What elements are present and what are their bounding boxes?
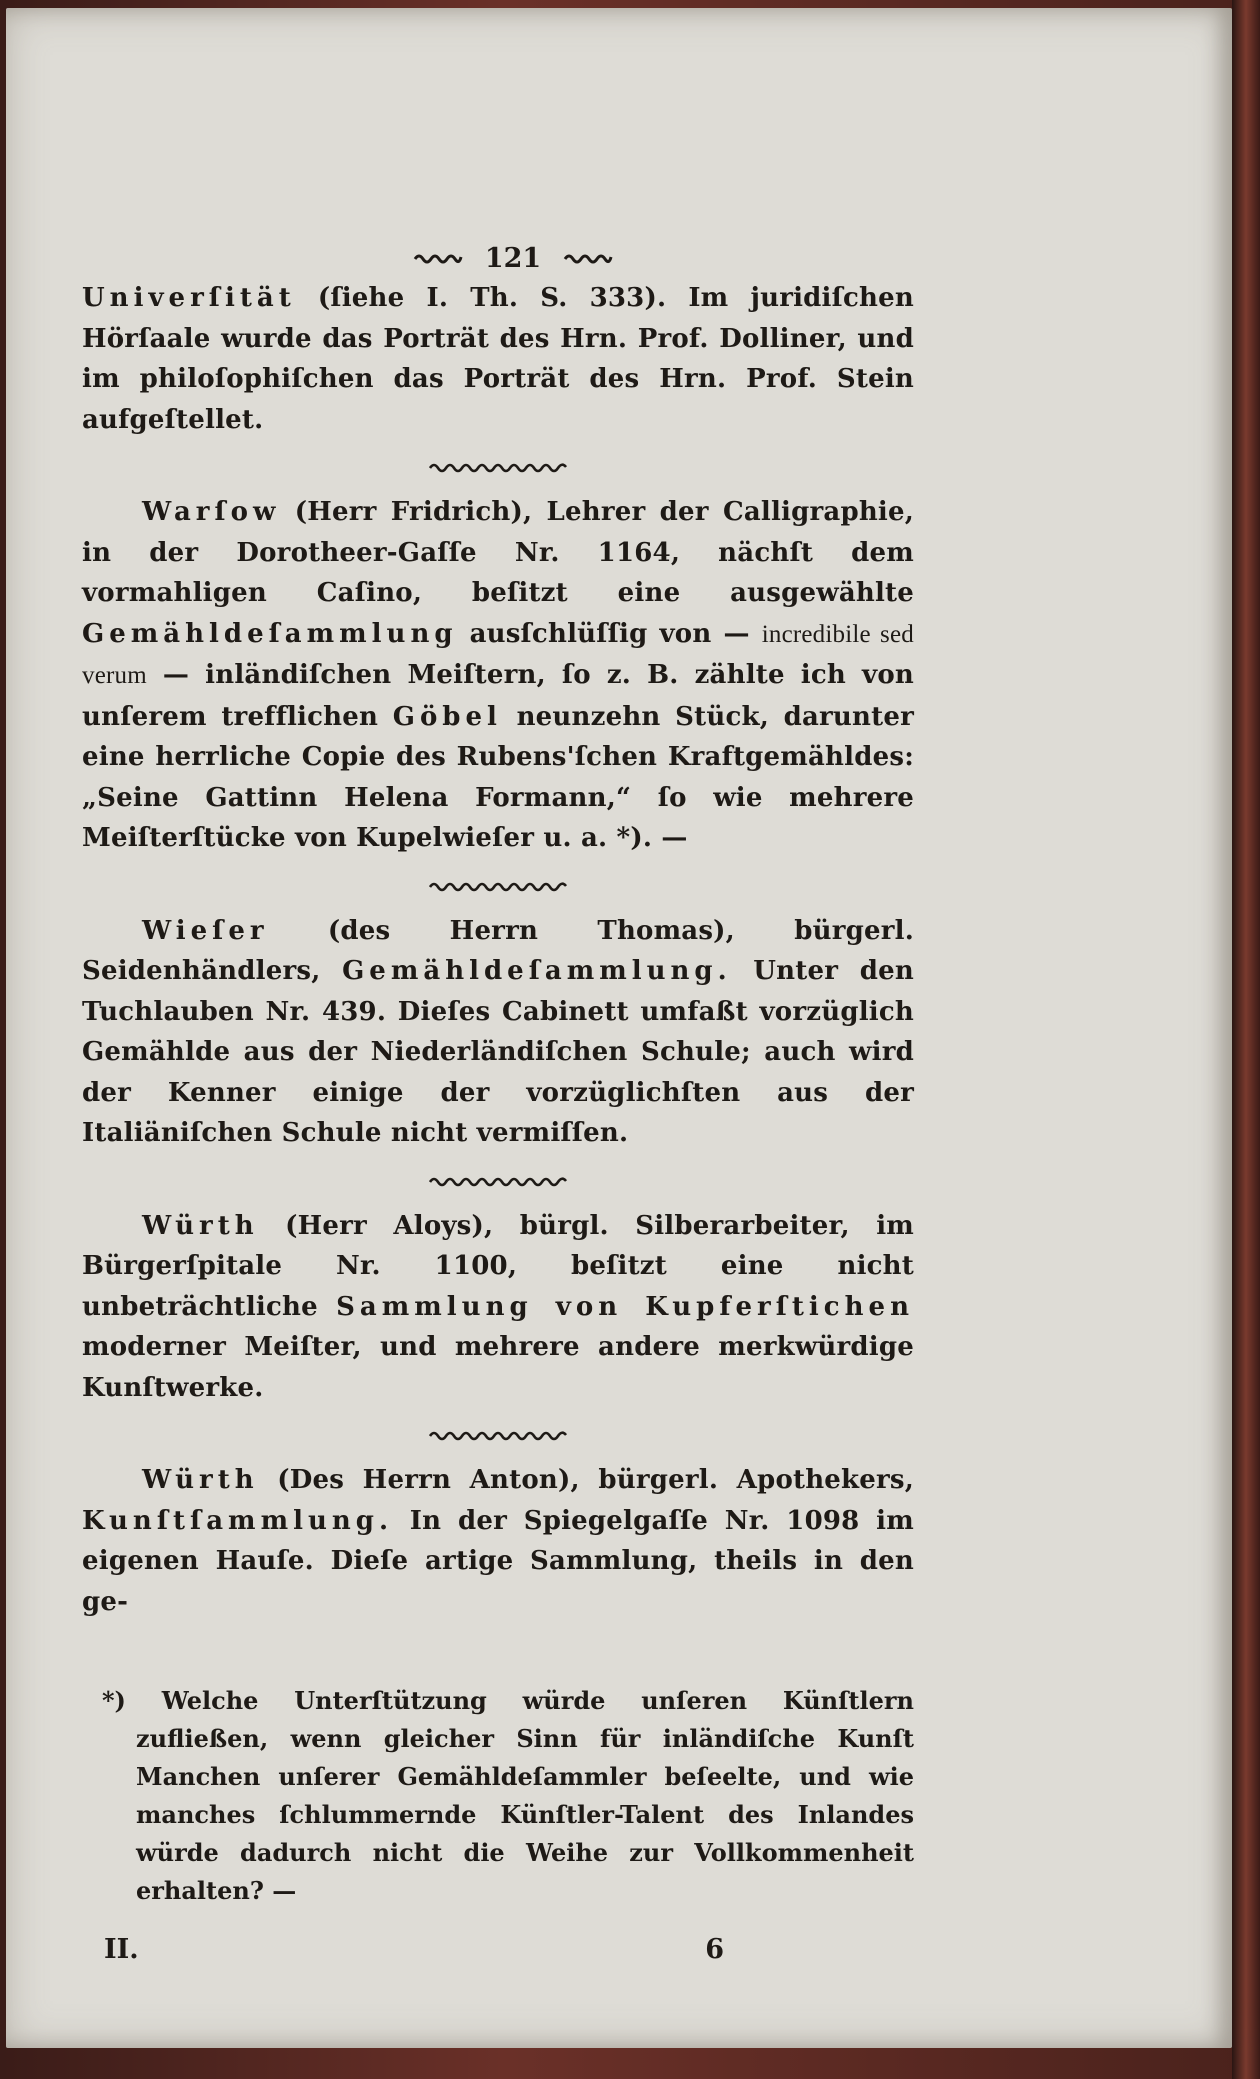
entry-universitaet	[82, 278, 914, 440]
entry-text: In der Spiegelgaſſe Nr. 1098 im eigenen Hauſe. Dieſe artige Sammlung, theils in den ge-	[82, 1505, 914, 1617]
wave-divider	[428, 460, 568, 474]
page-footer	[104, 1934, 724, 1965]
book-binding-edge	[1232, 0, 1260, 2079]
page-content	[82, 238, 914, 1965]
entry-text: (des Herrn Thomas), bürgerl. Seidenhändlers,	[82, 915, 914, 986]
entry-text: (Des Herrn Anton), bürgerl. Apothekers,	[277, 1465, 914, 1495]
section-divider	[82, 448, 914, 486]
spaced-term: Gemähldeſammlung	[82, 618, 458, 649]
entry-lead: Warſow	[142, 497, 281, 527]
wave-divider	[428, 1174, 568, 1188]
section-divider	[82, 1162, 914, 1200]
entry-warsow	[82, 492, 914, 859]
entry-lead: Würth	[142, 1210, 259, 1241]
section-divider	[82, 1416, 914, 1454]
page-header	[112, 238, 914, 278]
spaced-term: Kunſtſammlung.	[82, 1505, 393, 1536]
spaced-term: Sammlung von Kupferſtichen	[336, 1291, 914, 1322]
page-number: 121	[484, 242, 542, 274]
entry-text: ausſchlüſſig von —	[469, 618, 750, 649]
entry-text: neunzehn Stück, darunter eine herrliche Copie des Rubens'ſchen Kraftgemähldes: „Seine Gattinn Helena Formann,“ ſo wie mehrere Meiſterſtücke von Kupelwieſer u. a. *). —	[82, 701, 914, 853]
signature-mark: 6	[705, 1934, 724, 1965]
entry-text: — inländiſchen Meiſtern, ſo z. B. zählte ich von unſerem trefflichen	[82, 660, 914, 732]
entry-text: (Herr Fridrich), Lehrer der Calligraphie, in der Dorotheer-Gaſſe Nr. 1164, nächſt dem vormahligen Caſino, beſitzt eine ausgewählte	[82, 497, 914, 608]
entry-text: moderner Meiſter, und mehrere andere merkwürdige Kunſtwerke.	[82, 1332, 914, 1403]
wave-ornament-left	[413, 251, 463, 265]
latin-phrase: incredibile sed verum	[82, 620, 914, 689]
entry-text: (Herr Aloys), bürgl. Silberarbeiter, im Bürgerſpitale Nr. 1100, beſitzt eine nicht unbeträchtliche	[82, 1210, 914, 1322]
footnote: *) Welche Unterſtützung würde unſeren Künſtlern zufließen, wenn gleicher Sinn für inländiſche Kunſt Manchen unſerer Gemähldeſammler beſeelte, und wie manches ſchlummernde Künſtler-Talent des Inlandes würde dadurch nicht die Weihe zur Vollkommenheit erhalten? —	[102, 1686, 914, 1905]
entry-wuerth-anton	[82, 1460, 914, 1622]
entry-lead: Univerſität	[82, 283, 296, 313]
section-divider	[82, 867, 914, 905]
entry-text: Unter den Tuchlauben Nr. 439. Dieſes Cabinett umfaßt vorzüglich Gemählde aus der Niederländiſchen Schule; auch wird der Kenner einige der vorzüglichſten aus der Italiäniſchen Schule nicht vermiſſen.	[82, 956, 914, 1148]
entry-lead: Würth	[142, 1465, 259, 1495]
spaced-term: Gemähldeſammlung.	[342, 956, 732, 986]
wave-divider	[428, 1428, 568, 1442]
entry-text: (ſiehe I. Th. S. 333). Im juridiſchen Hörſaale wurde das Porträt des Hrn. Prof. Dolliner, und im philoſophiſchen das Porträt des Hrn. Prof. Stein aufgeſtellet.	[82, 283, 914, 435]
wave-divider	[428, 879, 568, 893]
wave-ornament-right	[563, 251, 613, 265]
spaced-term: Göbel	[392, 701, 502, 732]
volume-mark: II.	[104, 1934, 139, 1965]
entry-wieser	[82, 911, 914, 1154]
entry-lead: Wieſer	[142, 915, 269, 946]
entry-wuerth-aloys	[82, 1206, 914, 1409]
